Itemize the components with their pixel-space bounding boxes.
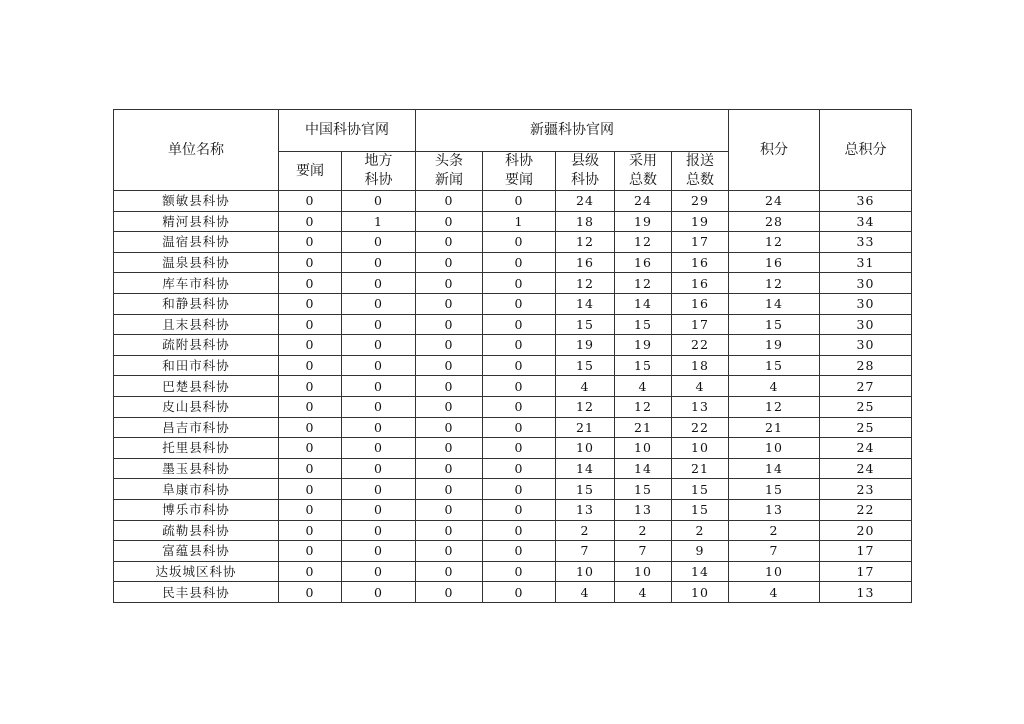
value-cell: 0 (342, 232, 416, 253)
value-cell: 0 (416, 293, 483, 314)
value-cell: 19 (729, 335, 820, 356)
value-cell: 0 (342, 396, 416, 417)
value-cell: 10 (729, 438, 820, 459)
value-cell: 0 (342, 293, 416, 314)
value-cell: 13 (820, 582, 912, 603)
header-sub-line1: 报送 (686, 153, 714, 169)
value-cell: 12 (615, 273, 672, 294)
value-cell: 19 (672, 211, 729, 232)
header-sub-line2: 要闻 (505, 172, 533, 188)
header-sub-2 (416, 152, 483, 191)
value-cell: 0 (483, 191, 556, 212)
value-cell: 10 (556, 438, 615, 459)
value-cell: 15 (729, 355, 820, 376)
value-cell: 0 (483, 273, 556, 294)
table-row (114, 561, 912, 582)
value-cell: 36 (820, 191, 912, 212)
table-row (114, 438, 912, 459)
value-cell: 0 (483, 396, 556, 417)
value-cell: 0 (483, 314, 556, 335)
header-sub-line2: 科协 (364, 172, 393, 188)
value-cell: 24 (820, 438, 912, 459)
header-sub-5 (615, 152, 672, 191)
unit-name-cell: 巴楚县科协 (114, 376, 279, 397)
header-sub-line1: 地方 (364, 153, 393, 169)
value-cell: 28 (729, 211, 820, 232)
value-cell: 4 (672, 376, 729, 397)
unit-name-cell: 精河县科协 (114, 211, 279, 232)
value-cell: 10 (556, 561, 615, 582)
value-cell: 24 (615, 191, 672, 212)
value-cell: 0 (416, 252, 483, 273)
value-cell: 12 (556, 273, 615, 294)
unit-name-cell: 富蕴县科协 (114, 541, 279, 562)
unit-name-cell: 温泉县科协 (114, 252, 279, 273)
unit-name-cell: 额敏县科协 (114, 191, 279, 212)
value-cell: 22 (672, 417, 729, 438)
value-cell: 0 (416, 191, 483, 212)
value-cell: 28 (820, 355, 912, 376)
value-cell: 1 (483, 211, 556, 232)
value-cell: 7 (615, 541, 672, 562)
value-cell: 0 (483, 520, 556, 541)
value-cell: 0 (279, 376, 342, 397)
table-row (114, 396, 912, 417)
value-cell: 0 (483, 458, 556, 479)
value-cell: 0 (483, 335, 556, 356)
value-cell: 14 (615, 293, 672, 314)
table-body (114, 191, 912, 603)
header-sub-line2: 新闻 (435, 172, 463, 188)
value-cell: 25 (820, 417, 912, 438)
value-cell: 0 (342, 458, 416, 479)
table-row (114, 520, 912, 541)
header-unit-name: 单位名称 (114, 110, 279, 191)
value-cell: 4 (556, 582, 615, 603)
value-cell: 0 (342, 499, 416, 520)
value-cell: 12 (615, 396, 672, 417)
value-cell: 4 (615, 376, 672, 397)
value-cell: 10 (729, 561, 820, 582)
value-cell: 0 (483, 232, 556, 253)
unit-name-cell: 库车市科协 (114, 273, 279, 294)
header-sub-4 (556, 152, 615, 191)
value-cell: 0 (279, 293, 342, 314)
value-cell: 16 (615, 252, 672, 273)
value-cell: 21 (556, 417, 615, 438)
value-cell: 0 (279, 355, 342, 376)
value-cell: 21 (615, 417, 672, 438)
value-cell: 1 (342, 211, 416, 232)
value-cell: 30 (820, 314, 912, 335)
value-cell: 0 (279, 479, 342, 500)
value-cell: 10 (615, 561, 672, 582)
value-cell: 0 (342, 479, 416, 500)
value-cell: 22 (672, 335, 729, 356)
unit-name-cell: 民丰县科协 (114, 582, 279, 603)
table-row (114, 232, 912, 253)
value-cell: 23 (820, 479, 912, 500)
table-row (114, 211, 912, 232)
unit-name-cell: 阜康市科协 (114, 479, 279, 500)
header-score: 积分 (729, 110, 820, 191)
value-cell: 4 (729, 376, 820, 397)
value-cell: 0 (342, 438, 416, 459)
table-row (114, 273, 912, 294)
value-cell: 12 (556, 232, 615, 253)
value-cell: 0 (483, 293, 556, 314)
value-cell: 12 (729, 232, 820, 253)
value-cell: 14 (729, 293, 820, 314)
value-cell: 16 (672, 273, 729, 294)
value-cell: 16 (556, 252, 615, 273)
value-cell: 0 (416, 499, 483, 520)
header-sub-line1: 头条 (435, 153, 463, 169)
header-sub-line1: 县级 (571, 153, 599, 169)
value-cell: 0 (279, 438, 342, 459)
value-cell: 0 (279, 314, 342, 335)
value-cell: 15 (556, 479, 615, 500)
value-cell: 0 (483, 252, 556, 273)
value-cell: 15 (672, 479, 729, 500)
value-cell: 14 (556, 293, 615, 314)
value-cell: 0 (416, 479, 483, 500)
unit-name-cell: 和田市科协 (114, 355, 279, 376)
value-cell: 25 (820, 396, 912, 417)
unit-name-cell: 疏勒县科协 (114, 520, 279, 541)
value-cell: 0 (279, 191, 342, 212)
value-cell: 0 (483, 479, 556, 500)
table-row (114, 479, 912, 500)
header-sub-line2: 科协 (571, 172, 599, 188)
header-sub-3 (483, 152, 556, 191)
table-row (114, 541, 912, 562)
header-sub-line1: 科协 (505, 153, 533, 169)
value-cell: 0 (279, 458, 342, 479)
value-cell: 30 (820, 335, 912, 356)
header-sub-line1: 采用 (629, 153, 657, 169)
value-cell: 0 (483, 541, 556, 562)
value-cell: 0 (342, 582, 416, 603)
table-row (114, 335, 912, 356)
value-cell: 22 (820, 499, 912, 520)
value-cell: 0 (279, 211, 342, 232)
value-cell: 0 (416, 582, 483, 603)
score-table (113, 109, 912, 603)
table-row (114, 582, 912, 603)
value-cell: 30 (820, 293, 912, 314)
value-cell: 10 (672, 582, 729, 603)
value-cell: 0 (483, 499, 556, 520)
header-sub-line1: 要闻 (296, 162, 324, 179)
value-cell: 15 (615, 314, 672, 335)
value-cell: 24 (820, 458, 912, 479)
value-cell: 15 (615, 355, 672, 376)
value-cell: 0 (279, 541, 342, 562)
value-cell: 34 (820, 211, 912, 232)
value-cell: 14 (556, 458, 615, 479)
value-cell: 2 (729, 520, 820, 541)
unit-name-cell: 疏附县科协 (114, 335, 279, 356)
value-cell: 0 (279, 417, 342, 438)
value-cell: 0 (342, 273, 416, 294)
value-cell: 0 (483, 376, 556, 397)
value-cell: 17 (672, 232, 729, 253)
table-row (114, 293, 912, 314)
value-cell: 0 (342, 314, 416, 335)
value-cell: 16 (672, 252, 729, 273)
value-cell: 31 (820, 252, 912, 273)
unit-name-cell: 且末县科协 (114, 314, 279, 335)
value-cell: 10 (672, 438, 729, 459)
header-xinjiang-sast-site: 新疆科协官网 (416, 110, 729, 152)
value-cell: 24 (556, 191, 615, 212)
value-cell: 0 (342, 252, 416, 273)
value-cell: 4 (556, 376, 615, 397)
value-cell: 0 (342, 191, 416, 212)
value-cell: 9 (672, 541, 729, 562)
unit-name-cell: 托里县科协 (114, 438, 279, 459)
unit-name-cell: 和静县科协 (114, 293, 279, 314)
table-row (114, 191, 912, 212)
value-cell: 18 (556, 211, 615, 232)
header-sub-line2: 总数 (629, 172, 657, 188)
value-cell: 14 (729, 458, 820, 479)
table-row (114, 499, 912, 520)
value-cell: 4 (615, 582, 672, 603)
unit-name-cell: 昌吉市科协 (114, 417, 279, 438)
value-cell: 29 (672, 191, 729, 212)
value-cell: 0 (342, 376, 416, 397)
value-cell: 19 (615, 211, 672, 232)
value-cell: 0 (416, 561, 483, 582)
value-cell: 12 (556, 396, 615, 417)
value-cell: 15 (672, 499, 729, 520)
value-cell: 0 (416, 335, 483, 356)
table-row (114, 376, 912, 397)
value-cell: 0 (342, 520, 416, 541)
value-cell: 15 (556, 314, 615, 335)
unit-name-cell: 墨玉县科协 (114, 458, 279, 479)
value-cell: 0 (279, 561, 342, 582)
unit-name-cell: 皮山县科协 (114, 396, 279, 417)
header-sub-line2: 总数 (686, 172, 714, 188)
header-sub-1 (342, 152, 416, 191)
value-cell: 17 (672, 314, 729, 335)
table-row (114, 314, 912, 335)
table-row (114, 417, 912, 438)
value-cell: 15 (556, 355, 615, 376)
value-cell: 27 (820, 376, 912, 397)
table-row (114, 252, 912, 273)
value-cell: 0 (416, 458, 483, 479)
value-cell: 0 (416, 438, 483, 459)
value-cell: 0 (416, 211, 483, 232)
value-cell: 0 (483, 582, 556, 603)
value-cell: 7 (729, 541, 820, 562)
header-china-sast-site: 中国科协官网 (279, 110, 416, 152)
value-cell: 12 (729, 396, 820, 417)
value-cell: 0 (416, 417, 483, 438)
value-cell: 0 (416, 232, 483, 253)
value-cell: 0 (416, 314, 483, 335)
value-cell: 0 (279, 232, 342, 253)
value-cell: 0 (416, 520, 483, 541)
value-cell: 0 (483, 561, 556, 582)
value-cell: 2 (556, 520, 615, 541)
value-cell: 4 (729, 582, 820, 603)
value-cell: 16 (729, 252, 820, 273)
value-cell: 18 (672, 355, 729, 376)
value-cell: 0 (342, 355, 416, 376)
value-cell: 10 (615, 438, 672, 459)
value-cell: 2 (672, 520, 729, 541)
value-cell: 0 (342, 417, 416, 438)
value-cell: 19 (556, 335, 615, 356)
header-sub-6 (672, 152, 729, 191)
value-cell: 0 (416, 376, 483, 397)
value-cell: 0 (483, 438, 556, 459)
value-cell: 2 (615, 520, 672, 541)
value-cell: 21 (672, 458, 729, 479)
value-cell: 0 (279, 396, 342, 417)
value-cell: 13 (556, 499, 615, 520)
value-cell: 33 (820, 232, 912, 253)
value-cell: 30 (820, 273, 912, 294)
table-row (114, 458, 912, 479)
header-sub-0 (279, 152, 342, 191)
value-cell: 19 (615, 335, 672, 356)
value-cell: 14 (615, 458, 672, 479)
value-cell: 12 (729, 273, 820, 294)
value-cell: 16 (672, 293, 729, 314)
value-cell: 0 (279, 335, 342, 356)
value-cell: 0 (342, 541, 416, 562)
header-row-top (114, 110, 912, 152)
value-cell: 17 (820, 541, 912, 562)
value-cell: 12 (615, 232, 672, 253)
value-cell: 13 (729, 499, 820, 520)
value-cell: 0 (279, 252, 342, 273)
header-total-score: 总积分 (820, 110, 912, 191)
value-cell: 0 (416, 396, 483, 417)
value-cell: 0 (342, 561, 416, 582)
value-cell: 0 (279, 273, 342, 294)
unit-name-cell: 达坂城区科协 (114, 561, 279, 582)
value-cell: 0 (279, 582, 342, 603)
value-cell: 0 (279, 499, 342, 520)
value-cell: 13 (672, 396, 729, 417)
value-cell: 15 (729, 314, 820, 335)
value-cell: 0 (416, 355, 483, 376)
value-cell: 14 (672, 561, 729, 582)
value-cell: 0 (342, 335, 416, 356)
value-cell: 0 (279, 520, 342, 541)
value-cell: 7 (556, 541, 615, 562)
unit-name-cell: 博乐市科协 (114, 499, 279, 520)
value-cell: 0 (416, 541, 483, 562)
value-cell: 24 (729, 191, 820, 212)
value-cell: 15 (729, 479, 820, 500)
value-cell: 0 (416, 273, 483, 294)
value-cell: 13 (615, 499, 672, 520)
value-cell: 17 (820, 561, 912, 582)
value-cell: 20 (820, 520, 912, 541)
table-row (114, 355, 912, 376)
value-cell: 0 (483, 417, 556, 438)
value-cell: 15 (615, 479, 672, 500)
value-cell: 0 (483, 355, 556, 376)
value-cell: 21 (729, 417, 820, 438)
unit-name-cell: 温宿县科协 (114, 232, 279, 253)
